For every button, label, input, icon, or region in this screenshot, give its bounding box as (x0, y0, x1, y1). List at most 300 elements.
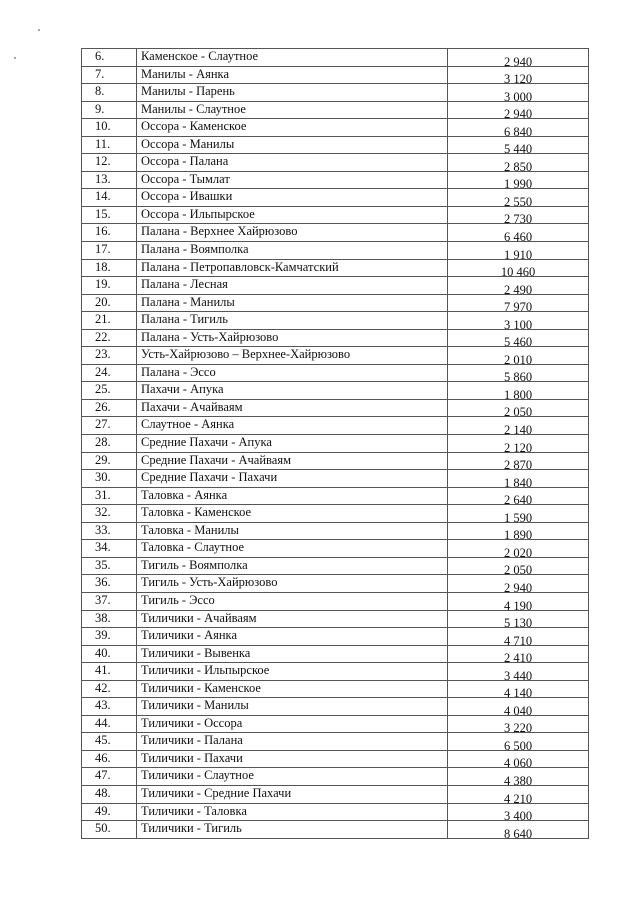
row-number-cell (82, 119, 137, 137)
row-number: 12. (95, 154, 111, 169)
row-number: 20. (95, 294, 111, 309)
route-value: 2 940 (503, 54, 533, 67)
route-name: Палана - Лесная (141, 277, 228, 292)
table-row (82, 522, 589, 540)
route-value: 1 990 (503, 177, 533, 189)
table-row (82, 206, 589, 224)
route-value-cell (448, 628, 589, 646)
route-name: Средние Пахачи - Апука (141, 435, 272, 450)
route-value: 5 130 (503, 616, 533, 628)
route-name: Тиличики - Палана (141, 733, 243, 748)
row-number-cell (82, 733, 137, 751)
row-number: 49. (95, 803, 111, 818)
route-value: 2 120 (503, 440, 533, 453)
row-number-cell (82, 628, 137, 646)
route-name-cell (137, 154, 448, 172)
route-name: Палана - Верхнее Хайрюзово (141, 224, 298, 239)
route-value-cell (448, 592, 589, 610)
route-name-cell (137, 66, 448, 84)
row-number: 41. (95, 663, 111, 678)
route-name-cell (137, 715, 448, 733)
route-value: 4 210 (503, 791, 533, 804)
route-value-cell (448, 645, 589, 663)
route-value-cell (448, 347, 589, 365)
route-value: 2 020 (503, 545, 533, 558)
route-name: Таловка - Аянка (141, 487, 228, 502)
route-name-cell (137, 347, 448, 365)
route-value: 2 050 (503, 405, 533, 417)
row-number-cell (82, 49, 137, 67)
row-number-cell (82, 329, 137, 347)
row-number-cell (82, 680, 137, 698)
route-name: Палана - Манилы (141, 294, 235, 309)
row-number: 8. (95, 84, 105, 99)
route-name-cell (137, 329, 448, 347)
route-value: 1 890 (503, 528, 533, 540)
row-number-cell (82, 575, 137, 593)
table-row (82, 259, 589, 277)
route-value-cell (448, 540, 589, 558)
route-name-cell (137, 435, 448, 453)
route-value: 2 870 (503, 458, 533, 470)
route-name: Тиличики - Тигиль (141, 821, 242, 836)
table-row (82, 680, 589, 698)
table-row (82, 803, 589, 821)
row-number: 14. (95, 189, 111, 204)
row-number: 35. (95, 557, 111, 572)
route-name: Палана - Усть-Хайрюзово (141, 329, 279, 344)
table-row (82, 715, 589, 733)
row-number: 39. (95, 628, 111, 643)
route-name: Тиличики - Ильпырское (141, 663, 270, 678)
row-number-cell (82, 364, 137, 382)
route-value-cell (448, 364, 589, 382)
route-name-cell (137, 575, 448, 593)
routes-table (81, 48, 589, 839)
route-name: Палана - Тигиль (141, 312, 228, 327)
route-value: 5 860 (503, 370, 533, 382)
scan-speck (38, 29, 40, 31)
row-number-cell (82, 154, 137, 172)
route-name-cell (137, 663, 448, 681)
row-number-cell (82, 294, 137, 312)
row-number-cell (82, 645, 137, 663)
table-row (82, 119, 589, 137)
route-name-cell (137, 171, 448, 189)
row-number-cell (82, 540, 137, 558)
row-number: 27. (95, 417, 111, 432)
route-name: Оссора - Манилы (141, 136, 235, 151)
route-value: 2 410 (503, 651, 533, 663)
route-name-cell (137, 540, 448, 558)
row-number: 32. (95, 505, 111, 520)
row-number: 7. (95, 66, 105, 81)
row-number-cell (82, 84, 137, 102)
route-value-cell (448, 66, 589, 84)
route-name-cell (137, 364, 448, 382)
row-number-cell (82, 347, 137, 365)
row-number-cell (82, 224, 137, 242)
route-value: 5 460 (503, 335, 533, 347)
route-name-cell (137, 136, 448, 154)
row-number: 47. (95, 768, 111, 783)
route-value: 6 840 (503, 124, 533, 137)
row-number: 19. (95, 277, 111, 292)
route-name: Пахачи - Ачайваям (141, 399, 243, 414)
row-number: 38. (95, 610, 111, 625)
row-number: 6. (95, 49, 105, 63)
route-value-cell (448, 698, 589, 716)
row-number: 28. (95, 435, 111, 450)
row-number: 30. (95, 470, 111, 485)
table-row (82, 242, 589, 260)
table-row (82, 540, 589, 558)
route-value: 1 840 (503, 475, 533, 488)
route-name-cell (137, 242, 448, 260)
row-number: 23. (95, 347, 111, 362)
row-number: 18. (95, 259, 111, 274)
scan-speck (14, 57, 16, 59)
route-name-cell (137, 785, 448, 803)
route-name: Тиличики - Пахачи (141, 750, 243, 765)
route-name: Тиличики - Слаутное (141, 768, 254, 783)
row-number: 17. (95, 242, 111, 257)
route-value-cell (448, 259, 589, 277)
route-name: Средние Пахачи - Ачайваям (141, 452, 291, 467)
route-value-cell (448, 715, 589, 733)
row-number: 37. (95, 592, 111, 607)
route-name-cell (137, 505, 448, 523)
row-number-cell (82, 663, 137, 681)
route-value: 5 440 (503, 142, 533, 154)
route-name-cell (137, 224, 448, 242)
route-value-cell (448, 224, 589, 242)
route-name: Тиличики - Каменское (141, 680, 261, 695)
route-name-cell (137, 592, 448, 610)
route-name: Тиличики - Оссора (141, 715, 243, 730)
row-number: 45. (95, 733, 111, 748)
row-number: 24. (95, 364, 111, 379)
table-row (82, 294, 589, 312)
row-number-cell (82, 171, 137, 189)
table-row (82, 487, 589, 505)
route-name-cell (137, 750, 448, 768)
route-value-cell (448, 206, 589, 224)
table-row (82, 698, 589, 716)
row-number: 10. (95, 119, 111, 134)
table-row (82, 136, 589, 154)
route-value-cell (448, 136, 589, 154)
route-name-cell (137, 698, 448, 716)
row-number-cell (82, 698, 137, 716)
route-name-cell (137, 294, 448, 312)
route-name: Тигиль - Воямполка (141, 557, 248, 572)
route-value-cell (448, 733, 589, 751)
route-value: 3 440 (503, 668, 533, 681)
route-value: 2 730 (503, 212, 533, 224)
routes-table-body (82, 49, 589, 839)
table-row (82, 575, 589, 593)
route-name: Усть-Хайрюзово – Верхнее-Хайрюзово (141, 347, 351, 362)
route-value: 4 140 (503, 686, 533, 698)
route-value: 4 380 (503, 773, 533, 786)
row-number: 43. (95, 698, 111, 713)
row-number-cell (82, 803, 137, 821)
table-row (82, 452, 589, 470)
route-name: Оссора - Тымлат (141, 171, 230, 186)
row-number-cell (82, 785, 137, 803)
table-row (82, 663, 589, 681)
route-value-cell (448, 294, 589, 312)
row-number: 16. (95, 224, 111, 239)
route-value-cell (448, 84, 589, 102)
table-row (82, 189, 589, 207)
route-name: Манилы - Слаутное (141, 101, 246, 116)
route-name: Таловка - Каменское (141, 505, 252, 520)
route-name-cell (137, 189, 448, 207)
route-name: Тиличики - Вывенка (141, 645, 251, 660)
row-number-cell (82, 206, 137, 224)
row-number: 40. (95, 645, 111, 660)
route-value-cell (448, 663, 589, 681)
row-number: 9. (95, 101, 105, 116)
row-number-cell (82, 505, 137, 523)
route-value-cell (448, 575, 589, 593)
route-name-cell (137, 417, 448, 435)
route-value-cell (448, 189, 589, 207)
table-row (82, 610, 589, 628)
route-name-cell (137, 522, 448, 540)
row-number-cell (82, 452, 137, 470)
table-row (82, 821, 589, 839)
route-value-cell (448, 505, 589, 523)
route-value-cell (448, 487, 589, 505)
route-value-cell (448, 768, 589, 786)
route-name-cell (137, 821, 448, 839)
route-value-cell (448, 312, 589, 330)
row-number-cell (82, 610, 137, 628)
route-value-cell (448, 470, 589, 488)
row-number-cell (82, 399, 137, 417)
route-name-cell (137, 101, 448, 119)
route-name-cell (137, 49, 448, 67)
row-number: 44. (95, 715, 111, 730)
row-number: 22. (95, 329, 111, 344)
route-value-cell (448, 49, 589, 67)
route-value: 3 100 (503, 317, 533, 330)
table-row (82, 645, 589, 663)
route-name: Палана - Воямполка (141, 242, 249, 257)
route-value-cell (448, 154, 589, 172)
route-value-cell (448, 452, 589, 470)
row-number-cell (82, 592, 137, 610)
row-number-cell (82, 101, 137, 119)
row-number-cell (82, 136, 137, 154)
route-value-cell (448, 803, 589, 821)
table-row (82, 49, 589, 67)
row-number: 31. (95, 487, 111, 502)
row-number-cell (82, 750, 137, 768)
route-value: 7 970 (503, 300, 533, 312)
route-name: Оссора - Ивашки (141, 189, 233, 204)
route-name-cell (137, 803, 448, 821)
route-value-cell (448, 101, 589, 119)
route-value-cell (448, 750, 589, 768)
row-number: 46. (95, 750, 111, 765)
route-name: Таловка - Манилы (141, 522, 239, 537)
row-number: 33. (95, 522, 111, 537)
route-name-cell (137, 119, 448, 137)
route-value-cell (448, 435, 589, 453)
route-value-cell (448, 171, 589, 189)
table-row (82, 470, 589, 488)
route-value: 1 590 (503, 510, 533, 523)
row-number-cell (82, 417, 137, 435)
table-row (82, 592, 589, 610)
table-row (82, 329, 589, 347)
route-value: 2 850 (503, 159, 533, 172)
route-value-cell (448, 242, 589, 260)
route-name: Тигиль - Эссо (141, 592, 215, 607)
route-name: Палана - Эссо (141, 364, 216, 379)
route-name: Манилы - Аянка (141, 66, 229, 81)
route-value-cell (448, 417, 589, 435)
row-number-cell (82, 259, 137, 277)
row-number: 50. (95, 821, 111, 836)
route-value-cell (448, 821, 589, 839)
route-name-cell (137, 382, 448, 400)
row-number: 25. (95, 382, 111, 397)
route-name: Таловка - Слаутное (141, 540, 245, 555)
route-value: 2 050 (503, 563, 533, 575)
row-number: 48. (95, 785, 111, 800)
table-row (82, 154, 589, 172)
route-value: 4 060 (503, 756, 533, 768)
table-row (82, 785, 589, 803)
route-value-cell (448, 119, 589, 137)
route-name: Тигиль - Усть-Хайрюзово (141, 575, 278, 590)
route-value: 6 500 (503, 738, 533, 751)
route-value: 3 220 (503, 721, 533, 733)
route-value-cell (448, 557, 589, 575)
route-value-cell (448, 785, 589, 803)
route-name-cell (137, 259, 448, 277)
row-number-cell (82, 382, 137, 400)
route-name-cell (137, 452, 448, 470)
route-value: 4 710 (503, 633, 533, 646)
route-name-cell (137, 312, 448, 330)
route-value: 6 460 (503, 230, 533, 242)
route-value: 2 010 (503, 352, 533, 365)
table-row (82, 768, 589, 786)
route-name-cell (137, 487, 448, 505)
table-row (82, 101, 589, 119)
route-name: Слаутное - Аянка (141, 417, 235, 432)
route-name: Палана - Петропавловск-Камчатский (141, 259, 339, 274)
route-name: Средние Пахачи - Пахачи (141, 470, 278, 485)
route-value: 2 940 (503, 580, 533, 593)
table-row (82, 347, 589, 365)
route-name-cell (137, 733, 448, 751)
table-row (82, 312, 589, 330)
row-number: 26. (95, 399, 111, 414)
route-value: 4 190 (503, 598, 533, 610)
route-value: 2 140 (503, 423, 533, 435)
row-number: 36. (95, 575, 111, 590)
row-number: 11. (95, 136, 111, 151)
table-row (82, 364, 589, 382)
route-name-cell (137, 84, 448, 102)
route-name-cell (137, 277, 448, 295)
route-value: 3 120 (503, 72, 533, 84)
table-row (82, 84, 589, 102)
route-value: 2 940 (503, 107, 533, 119)
table-row (82, 224, 589, 242)
route-name: Оссора - Палана (141, 154, 229, 169)
table-row (82, 277, 589, 295)
route-name-cell (137, 470, 448, 488)
row-number-cell (82, 277, 137, 295)
route-value: 10 460 (500, 265, 536, 277)
table-row (82, 417, 589, 435)
table-row (82, 733, 589, 751)
row-number: 29. (95, 452, 111, 467)
table-row (82, 628, 589, 646)
route-name-cell (137, 628, 448, 646)
route-name: Тиличики - Средние Пахачи (141, 785, 292, 800)
row-number: 42. (95, 680, 111, 695)
row-number-cell (82, 768, 137, 786)
table-row (82, 66, 589, 84)
route-value: 2 640 (503, 493, 533, 505)
route-value-cell (448, 522, 589, 540)
row-number: 34. (95, 540, 111, 555)
table-row (82, 382, 589, 400)
route-value: 4 040 (503, 703, 533, 716)
row-number-cell (82, 189, 137, 207)
row-number-cell (82, 821, 137, 839)
route-value-cell (448, 382, 589, 400)
route-name: Тиличики - Ачайваям (141, 610, 257, 625)
route-value: 2 550 (503, 194, 533, 207)
row-number: 13. (95, 171, 111, 186)
route-value: 2 490 (503, 282, 533, 295)
row-number-cell (82, 715, 137, 733)
route-name-cell (137, 610, 448, 628)
route-value: 3 400 (503, 809, 533, 821)
table-row (82, 557, 589, 575)
table-row (82, 750, 589, 768)
row-number-cell (82, 487, 137, 505)
route-name: Манилы - Парень (141, 84, 235, 99)
row-number-cell (82, 557, 137, 575)
route-name-cell (137, 680, 448, 698)
route-name-cell (137, 399, 448, 417)
route-value: 1 910 (503, 247, 533, 260)
row-number-cell (82, 312, 137, 330)
table-row (82, 399, 589, 417)
row-number: 21. (95, 312, 111, 327)
row-number-cell (82, 242, 137, 260)
table-row (82, 171, 589, 189)
route-value-cell (448, 277, 589, 295)
route-name: Тиличики - Таловка (141, 803, 247, 818)
route-value-cell (448, 610, 589, 628)
row-number-cell (82, 66, 137, 84)
route-name: Тиличики - Аянка (141, 628, 237, 643)
route-value: 8 640 (503, 826, 533, 839)
row-number-cell (82, 522, 137, 540)
